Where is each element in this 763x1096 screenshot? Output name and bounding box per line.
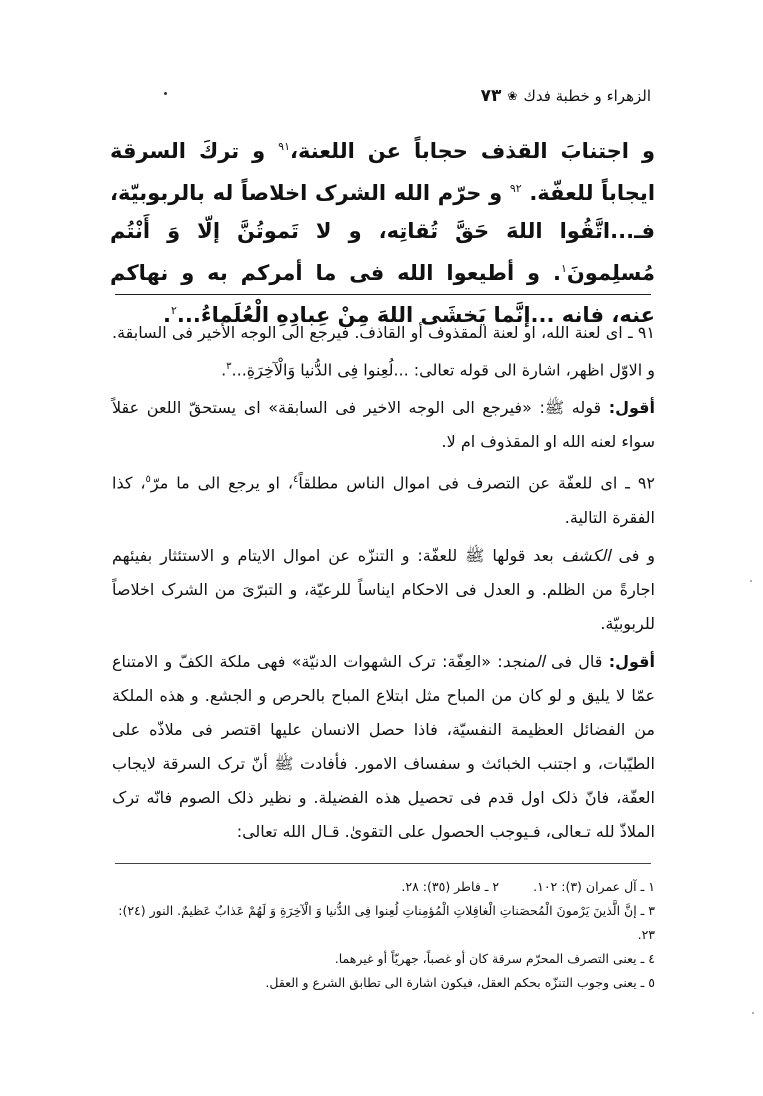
footnote-row	[110, 875, 655, 899]
header-dot	[164, 92, 167, 95]
commentary-text: ، او يرجع الى ما مرّ	[150, 473, 293, 493]
commentary-paragraph	[112, 391, 655, 459]
footnotes	[110, 875, 655, 995]
footnote-ref: ٩٢	[509, 182, 522, 195]
commentary-paragraph	[112, 463, 655, 534]
footnote-1: ١ ـ آل عمران (٣): ١٠٢.	[533, 879, 655, 894]
header-title: الزهراء و خطبة فدك	[523, 87, 651, 105]
footnote-ref: ٩١	[278, 140, 290, 153]
aqul-label: أقول:	[608, 398, 655, 418]
sermon-line: و اجتنابَ القذف حجاباً عن اللعنة،	[289, 139, 656, 163]
commentary-text: ٩٢ ـ اى للعفّة عن التصرف فی اموال الناس مطلقاً	[298, 473, 655, 493]
footnote-3: ٣ ـ إنَّ الَّذينَ يَرْمونَ الْمُحصَناتِ الْغافِلاتِ الْمُؤمِناتِ لُعِنوا فِى الدُّنيا وَ الْآخِرَةِ وَ لَهُمْ عَذابٌ عَظيمٌ. النور (٢٤): ٢٣.	[118, 903, 655, 942]
sermon-line: و حرّم الله الشرک اخلاصاً له بالربوبيّة، فـ...اتَّقُوا اللهَ حَقَّ تُقاتِه، و لا تَموتُنَّ إلّا وَ أَنْتُم مُسلِمونَ	[110, 181, 655, 285]
aqul-label: أقول:	[608, 651, 655, 671]
commentary-paragraph	[112, 645, 655, 849]
footnote-ref: ٤	[293, 474, 299, 486]
commentary-text: قال فی	[544, 651, 609, 671]
sermon-line: . و أطيعوا الله فی ما أمركم به و نهاكم عنه، فانه ...إنَّما يَخشَى اللهَ مِنْ عِبادِهِ الْعُلَماءُ...	[110, 261, 655, 327]
flower-ornament-icon: ❀	[507, 89, 518, 103]
footnote-2: ٢ ـ فاطر (٣٥): ٢٨.	[401, 879, 500, 894]
footnote-ref: ٥	[145, 474, 151, 486]
sermon-end: .	[163, 303, 171, 327]
commentary-paragraph	[112, 539, 655, 641]
commentary-text: و فی	[610, 545, 655, 565]
commentary-paragraph: ٩١ ـ اى لعنة الله، او لعنة المقذوف أو القاذف. فيرجع الى الوجه الأخير فی السابقة. و الاوّل اظهر، اشارة الى قوله تعالى: ...لُعِنوا فِى الدُّنيا وَالْآخِرَةِ...$^٣$.	[112, 323, 655, 380]
footnote-ref: ٢	[170, 304, 177, 317]
commentary-text: : «العِفّة: ترک الشهوات الدنيّة» فهی ملكة الكفّ و الامتناع عمّا لا يليق و لو كان من المباح مثل ابتلاع المباح بالحرص و الجشع. و هذه الملكة من الفضائل العظيمة النفسيّة، فاذا حصل الانسان عليها اقتصر فی ملاذّه على الطيّبات، و اجتنب الخبائث و سفساف الامور. فأفادت ﷺ أنّ ترک السرقة لايجاب العفّة، فانّ ذلک اول قدم فی تحصيل هذه الفضيلة. و نظير ذلک الصوم فانّه ترک الملاذّ لله تـعالى، فـيوجب الحصول على التقوىٰ. قـال الله تعالى:	[112, 651, 655, 841]
section-divider	[115, 294, 651, 295]
footnote-ref: ١	[560, 262, 567, 275]
edge-speck	[750, 580, 752, 582]
running-header	[150, 86, 651, 106]
page-number: ٧٣	[480, 86, 502, 106]
commentary-text: ٩١ ـ اى لعنة الله، او لعنة المقذوف أو القاذف. فيرجع الى الوجه الأخير فی السابقة. و الاوّل اظهر، اشارة الى قوله تعالى: ...لُعِنوا فِى الدُّنيا وَالْآخِرَةِ...	[112, 323, 655, 380]
commentary-text: قوله ﷺ: «فيرجع الى الوجه الاخير فی السابقة» اى يستحقّ اللعن عقلاً سواء لعنه الله او المقذوف ام لا.	[112, 398, 655, 452]
commentary-text: ، كذا الفقرة التالية.	[112, 473, 655, 527]
edge-speck	[752, 1012, 754, 1014]
footnote-ref: ٣	[226, 361, 232, 372]
book-title: الكشف	[561, 545, 611, 565]
footnote-4: ٤ ـ يعنى التصرف المحرّم سرقة كان أو غصباً، جهريّاً أو غيرهما.	[334, 951, 655, 966]
commentary-text: بعد قولها ﷺ للعفّة: و التنزّه عن اموال الايتام و الاستئثار بفيئهم اجارةً من الظلم. و العدل فی الاحكام ايناساً للرعيّة، و التبرّیَ من الشرک اخلاصاً للربوبيّة.	[112, 545, 655, 633]
sermon-line: و تركَ السرقة ايجاباً للعفّة.	[110, 139, 656, 205]
book-title: المنجد	[502, 651, 545, 671]
footnote-5: ٥ ـ يعنى وجوب التنزّه بحكم العقل، فيكون اشارة الى تطابق الشرع و العقل.	[265, 975, 655, 990]
commentary	[112, 316, 655, 853]
footnote-divider	[115, 863, 651, 864]
sermon-text	[110, 128, 655, 334]
